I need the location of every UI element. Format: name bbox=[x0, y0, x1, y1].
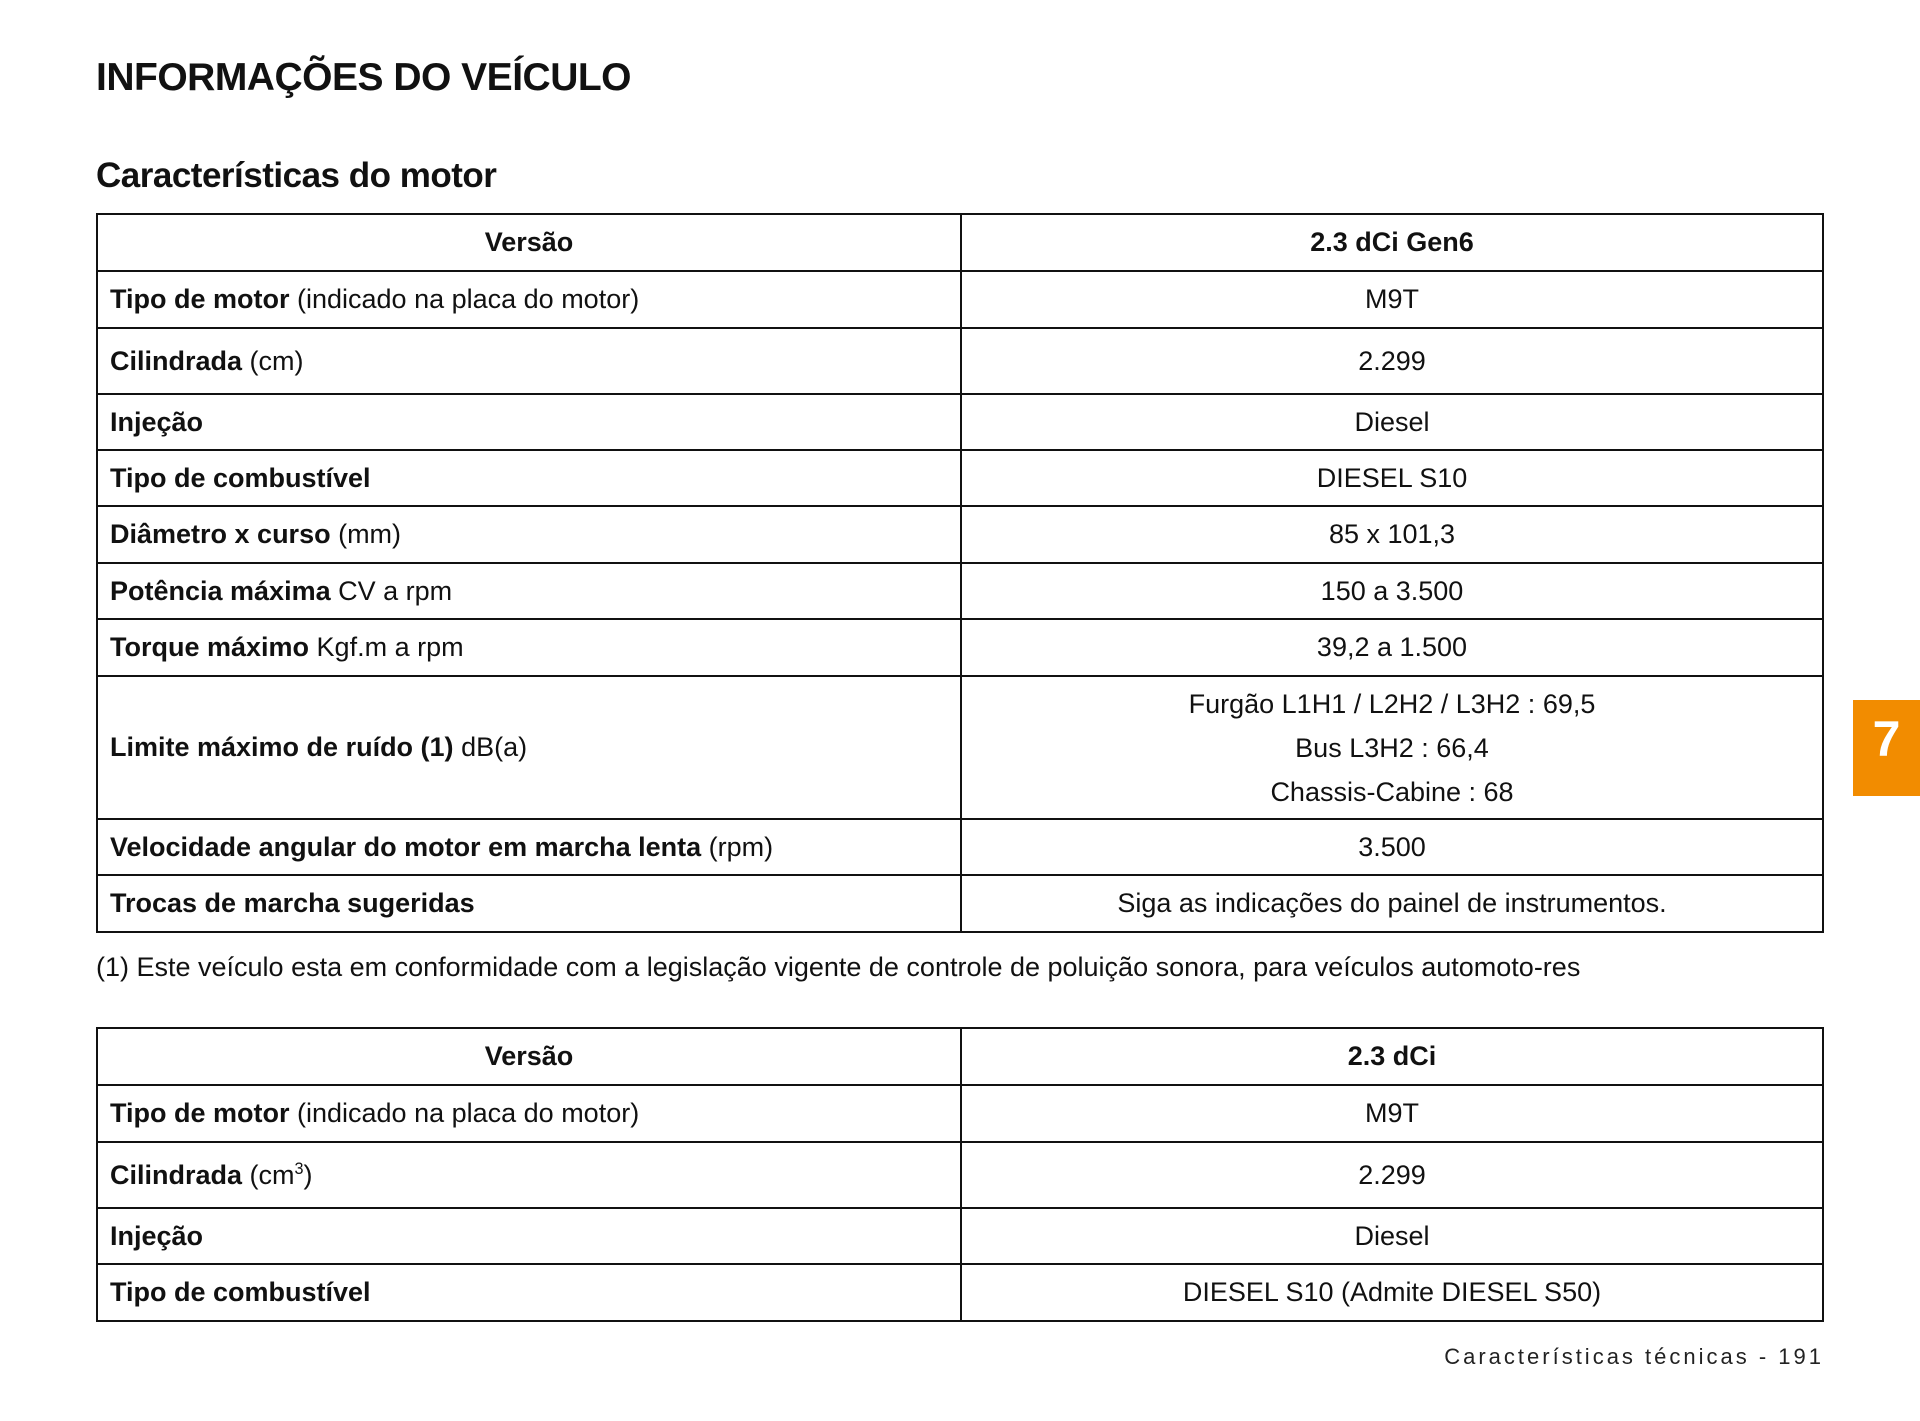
row-label-rest: Kgf.m a rpm bbox=[309, 632, 464, 662]
row-value: 150 a 3.500 bbox=[961, 563, 1823, 619]
row-label-bold: Velocidade angular do motor em marcha lenta bbox=[110, 831, 702, 862]
table-row bbox=[97, 619, 1823, 676]
table-row bbox=[97, 506, 1823, 563]
table-header-row bbox=[97, 1028, 1823, 1085]
row-label-rest: (cm bbox=[242, 1159, 295, 1190]
row-label bbox=[97, 676, 961, 819]
header-version: Versão bbox=[97, 214, 961, 271]
row-label-bold: Tipo de combustível bbox=[110, 462, 371, 493]
row-label bbox=[97, 819, 961, 875]
footnote: (1) Este veículo esta em conformidade com a legislação vigente de controle de poluição sonora, para veículos automoto-res bbox=[96, 952, 1581, 982]
table-row bbox=[97, 875, 1823, 932]
row-value-multiline bbox=[961, 676, 1823, 819]
row-value: Diesel bbox=[961, 1208, 1823, 1264]
engine-spec-table-gen6 bbox=[96, 213, 1824, 933]
row-label bbox=[97, 563, 961, 619]
row-label bbox=[97, 1264, 961, 1321]
row-value: 39,2 a 1.500 bbox=[961, 619, 1823, 676]
table-row bbox=[97, 1142, 1823, 1208]
row-label-bold: Cilindrada bbox=[110, 345, 243, 376]
row-label-bold: Diâmetro x curso bbox=[110, 519, 331, 549]
row-value: 3.500 bbox=[961, 819, 1823, 875]
row-label bbox=[97, 506, 961, 563]
row-label-bold: Limite máximo de ruído (1) bbox=[110, 732, 454, 762]
table-row bbox=[97, 1264, 1823, 1321]
row-label-rest: dB(a) bbox=[453, 732, 528, 762]
row-value: 2.299 bbox=[961, 328, 1823, 394]
table-row bbox=[97, 676, 1823, 819]
row-label-bold: Injeção bbox=[110, 406, 204, 437]
table-row bbox=[97, 819, 1823, 875]
header-model: 2.3 dCi bbox=[961, 1028, 1823, 1085]
row-label-bold: Tipo de combustível bbox=[110, 1277, 371, 1307]
row-value: 85 x 101,3 bbox=[961, 506, 1823, 563]
row-label bbox=[97, 875, 961, 932]
row-label bbox=[97, 328, 961, 394]
row-label bbox=[97, 1142, 961, 1208]
row-label-rest: (rpm) bbox=[701, 831, 774, 862]
table-row bbox=[97, 394, 1823, 450]
row-label-bold: Cilindrada bbox=[110, 1159, 243, 1190]
row-value: DIESEL S10 (Admite DIESEL S50) bbox=[961, 1264, 1823, 1321]
noise-limit-chassis: Chassis-Cabine : 68 bbox=[1270, 776, 1514, 807]
row-value: M9T bbox=[961, 1085, 1823, 1142]
row-label bbox=[97, 271, 961, 328]
row-label-superscript: 3 bbox=[294, 1159, 304, 1178]
table-row bbox=[97, 271, 1823, 328]
table-header-row bbox=[97, 214, 1823, 271]
page-title: INFORMAÇÕES DO VEÍCULO bbox=[96, 56, 632, 99]
header-version: Versão bbox=[97, 1028, 961, 1085]
row-label-bold: Injeção bbox=[110, 1220, 204, 1251]
table-row bbox=[97, 450, 1823, 506]
row-label-bold: Tipo de motor bbox=[110, 284, 290, 314]
table-row bbox=[97, 1085, 1823, 1142]
row-label-rest: (indicado na placa do motor) bbox=[289, 284, 640, 314]
row-label-rest: (mm) bbox=[330, 519, 402, 549]
row-label-bold: Torque máximo bbox=[110, 632, 310, 662]
section-title: Características do motor bbox=[96, 156, 497, 195]
header-model: 2.3 dCi Gen6 bbox=[961, 214, 1823, 271]
row-value: M9T bbox=[961, 271, 1823, 328]
row-label bbox=[97, 1208, 961, 1264]
row-label bbox=[97, 619, 961, 676]
row-label-bold: Potência máxima bbox=[110, 575, 331, 606]
row-value: DIESEL S10 bbox=[961, 450, 1823, 506]
row-label-bold: Tipo de motor bbox=[110, 1098, 290, 1128]
row-value: 2.299 bbox=[961, 1142, 1823, 1208]
row-label-rest: CV a rpm bbox=[330, 575, 453, 606]
page-footer: Características técnicas - 191 bbox=[1444, 1344, 1824, 1369]
noise-limit-furgao: Furgão L1H1 / L2H2 / L3H2 : 69,5 bbox=[1188, 688, 1596, 719]
chapter-tab: 7 bbox=[1853, 700, 1920, 796]
row-value: Diesel bbox=[961, 394, 1823, 450]
row-label bbox=[97, 450, 961, 506]
table-row bbox=[97, 563, 1823, 619]
row-label bbox=[97, 394, 961, 450]
row-label-bold: Trocas de marcha sugeridas bbox=[110, 888, 475, 918]
table-row bbox=[97, 328, 1823, 394]
row-label bbox=[97, 1085, 961, 1142]
engine-spec-table-dci bbox=[96, 1027, 1824, 1322]
noise-limit-bus: Bus L3H2 : 66,4 bbox=[1295, 732, 1489, 763]
table-row bbox=[97, 1208, 1823, 1264]
row-value: Siga as indicações do painel de instrumentos. bbox=[961, 875, 1823, 932]
row-label-rest: (indicado na placa do motor) bbox=[289, 1098, 640, 1128]
row-label-after: ) bbox=[303, 1159, 313, 1190]
row-label-rest: (cm) bbox=[242, 345, 304, 376]
